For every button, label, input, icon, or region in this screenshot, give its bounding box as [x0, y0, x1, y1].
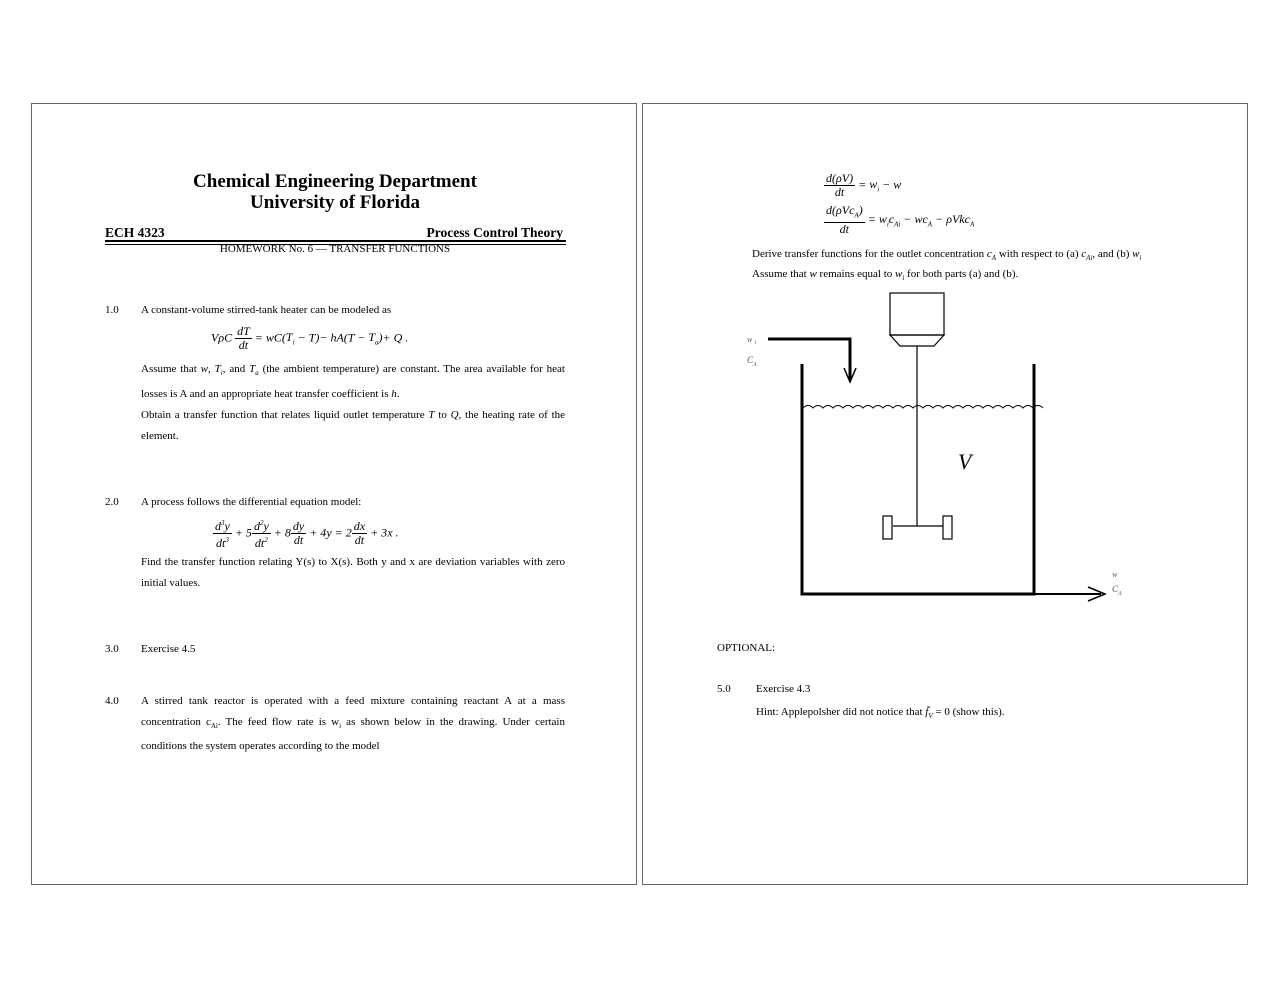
stirred-tank-diagram: [733, 284, 1153, 614]
q1-number: 1.0: [105, 304, 119, 316]
q1-equation: VρC $\frac{dT}{dt}$ = $wC(T_i - T)- hA(T - T_a)+ Q$ .: [211, 324, 409, 352]
q2-find: Find the transfer function relating Y(s) to X(s). Both y and x are deviation variables with zero initial values.: [141, 556, 565, 589]
outlet-conc-label: $C_A$: [1112, 584, 1122, 597]
q2-intro: A process follows the differential equation model:: [141, 496, 362, 508]
page-left: [31, 103, 637, 885]
course-code: ECH 4323: [105, 225, 165, 240]
mass-balance-eq: $\frac{d(\rho V)}{dt}$ = $w_i - w$: [826, 171, 902, 199]
q1-obtain: Obtain a transfer function that relates liquid outlet temperature T to Q, the heating rate of the element.: [141, 409, 566, 442]
q2-number: 2.0: [105, 496, 119, 508]
inlet-conc-label: $C_A$: [747, 355, 757, 368]
inlet-flow-label: w $_i$: [747, 335, 757, 346]
q5-text: Exercise 4.3: [756, 683, 811, 695]
q4-number: 4.0: [105, 695, 119, 707]
q2-equation: $\frac{d^3y}{dt^3}$ + 5 $\frac{d^2y}{dt^2}$ + 8 $\frac{dy}{dt}$ + 4y = 2 $\frac{dx}{dt}$ + 3x .: [215, 519, 399, 550]
q5-number: 5.0: [717, 683, 731, 695]
hw-title: HOMEWORK No. 6 — TRANSFER FUNCTIONS: [219, 243, 451, 255]
q5-hint: Hint: Applepolsher did not notice that $f̄_V = 0$ (show this).: [756, 706, 1005, 721]
univ-title: University of Florida: [250, 192, 420, 213]
q4-text: A stirred tank reactor is operated with a feed mixture containing reactant A at a mass concentration $c_{Ai}$. The feed flow rate is $w_i$ as shown below in the drawing. Under certain conditions the system operates according to the model: [141, 695, 565, 753]
component-balance-eq: $\frac{d(\rho Vc_A)}{dt}$ = $w_ic_{Ai} - wc_A - \rho Vkc_A$: [826, 203, 975, 237]
inlet-pipe: [768, 339, 850, 380]
q1-intro: A constant-volume stirred-tank heater can be modeled as: [141, 304, 392, 316]
assume-text: Assume that w remains equal to $w_i$ for both parts (a) and (b).: [752, 268, 1019, 283]
tank-walls: [802, 364, 1034, 594]
course-title: Process Control Theory: [426, 225, 563, 240]
q3-text: Exercise 4.5: [141, 643, 196, 655]
q1-assume: Assume that w, $T_i$, and $T_a$ (the ambient temperature) are constant. The area available for heat losses is A and an appropriate heat transfer coefficient is h.: [141, 363, 565, 400]
motor-housing: [890, 293, 944, 335]
motor-base: [890, 335, 944, 346]
impeller-blade-right: [943, 516, 952, 539]
volume-label: V: [958, 449, 972, 474]
outlet-flow-label: w: [1112, 570, 1118, 579]
q3-number: 3.0: [105, 643, 119, 655]
optional-label: OPTIONAL:: [717, 642, 776, 654]
derive-text: Derive transfer functions for the outlet concentration $c_A$ with respect to (a) $c_{Ai}$, and (b) $w_i$: [752, 248, 1142, 263]
dept-title: Chemical Engineering Department: [193, 171, 477, 192]
impeller-blade-left: [883, 516, 892, 539]
header-rule: [105, 240, 566, 242]
liquid-surface: [803, 406, 1043, 409]
page-right: [642, 103, 1248, 885]
